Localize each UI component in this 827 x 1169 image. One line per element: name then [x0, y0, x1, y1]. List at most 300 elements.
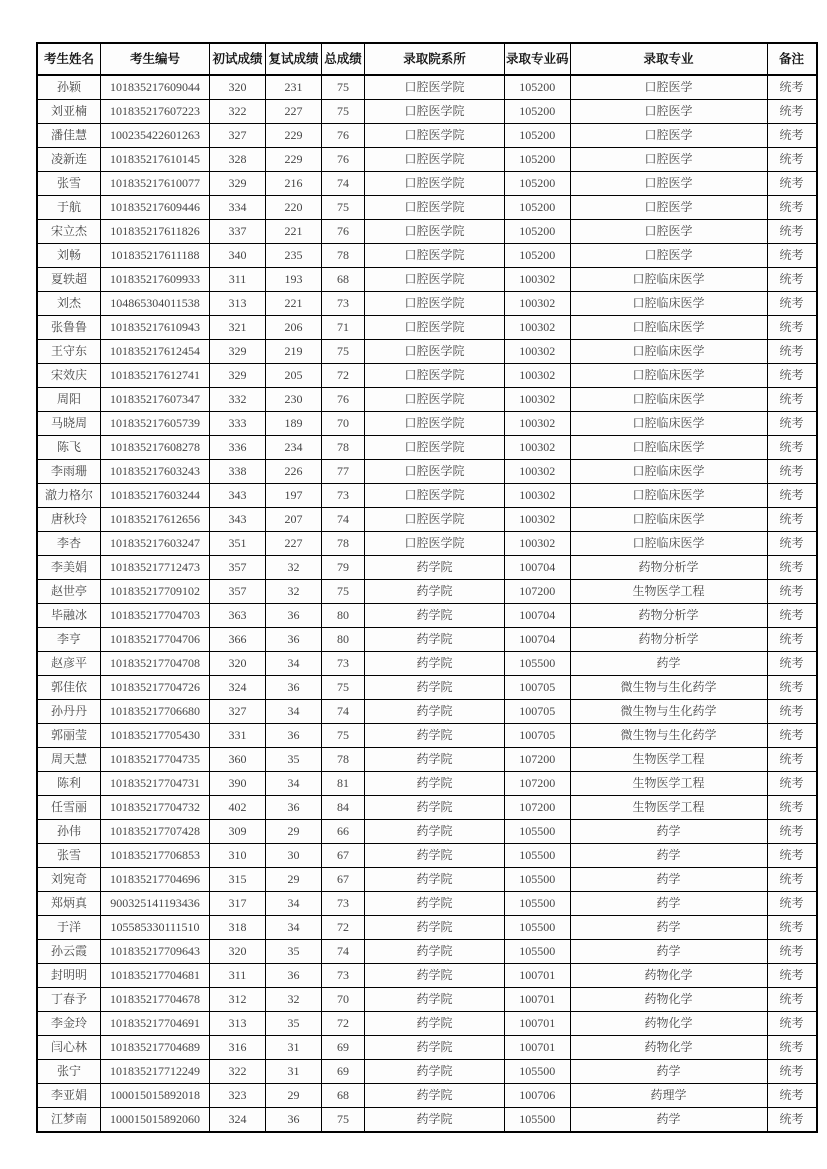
table-row	[37, 772, 817, 796]
cell-name: 陈利	[37, 772, 101, 796]
table-row	[37, 412, 817, 436]
cell-initial: 315	[210, 868, 266, 892]
cell-id: 104865304011538	[101, 292, 210, 316]
cell-id: 101835217709102	[101, 580, 210, 604]
cell-major: 药学	[570, 940, 767, 964]
cell-dept: 口腔医学院	[365, 436, 505, 460]
cell-major: 口腔临床医学	[570, 436, 767, 460]
cell-initial: 309	[210, 820, 266, 844]
cell-major_code: 105200	[505, 196, 571, 220]
cell-major_code: 105500	[505, 820, 571, 844]
cell-total: 75	[322, 340, 365, 364]
table-row	[37, 1060, 817, 1084]
cell-major: 口腔临床医学	[570, 460, 767, 484]
table-row	[37, 796, 817, 820]
table-row	[37, 940, 817, 964]
cell-total: 75	[322, 724, 365, 748]
cell-initial: 363	[210, 604, 266, 628]
cell-total: 76	[322, 124, 365, 148]
cell-major: 口腔临床医学	[570, 532, 767, 556]
cell-total: 73	[322, 964, 365, 988]
table-row	[37, 988, 817, 1012]
table-row	[37, 244, 817, 268]
table-row	[37, 1108, 817, 1133]
cell-retest: 34	[266, 652, 322, 676]
cell-retest: 32	[266, 580, 322, 604]
cell-major_code: 105500	[505, 844, 571, 868]
cell-major_code: 100704	[505, 628, 571, 652]
cell-dept: 口腔医学院	[365, 268, 505, 292]
table-row	[37, 892, 817, 916]
cell-dept: 药学院	[365, 604, 505, 628]
cell-major: 微生物与生化药学	[570, 700, 767, 724]
cell-major_code: 100302	[505, 532, 571, 556]
table-row	[37, 748, 817, 772]
cell-total: 73	[322, 652, 365, 676]
table-row	[37, 75, 817, 100]
cell-dept: 口腔医学院	[365, 124, 505, 148]
cell-major: 药学	[570, 892, 767, 916]
cell-name: 孙云霞	[37, 940, 101, 964]
cell-retest: 36	[266, 676, 322, 700]
cell-name: 周天慧	[37, 748, 101, 772]
cell-dept: 口腔医学院	[365, 532, 505, 556]
cell-dept: 药学院	[365, 556, 505, 580]
column-header-note: 备注	[767, 43, 817, 75]
column-header-initial: 初试成绩	[210, 43, 266, 75]
table-row	[37, 340, 817, 364]
cell-total: 75	[322, 1108, 365, 1133]
table-row	[37, 1036, 817, 1060]
cell-total: 68	[322, 1084, 365, 1108]
cell-id: 101835217608278	[101, 436, 210, 460]
cell-major: 口腔临床医学	[570, 388, 767, 412]
cell-initial: 320	[210, 652, 266, 676]
cell-major_code: 100701	[505, 1012, 571, 1036]
cell-retest: 34	[266, 916, 322, 940]
cell-total: 67	[322, 844, 365, 868]
cell-dept: 药学院	[365, 1060, 505, 1084]
cell-major: 口腔临床医学	[570, 268, 767, 292]
cell-total: 73	[322, 484, 365, 508]
cell-major: 生物医学工程	[570, 580, 767, 604]
cell-initial: 334	[210, 196, 266, 220]
cell-id: 101835217704696	[101, 868, 210, 892]
cell-initial: 337	[210, 220, 266, 244]
cell-retest: 30	[266, 844, 322, 868]
cell-initial: 343	[210, 508, 266, 532]
cell-dept: 药学院	[365, 1108, 505, 1133]
cell-major_code: 107200	[505, 772, 571, 796]
cell-note: 统考	[767, 1012, 817, 1036]
cell-note: 统考	[767, 268, 817, 292]
cell-dept: 药学院	[365, 988, 505, 1012]
cell-total: 76	[322, 388, 365, 412]
cell-retest: 34	[266, 700, 322, 724]
cell-name: 江梦南	[37, 1108, 101, 1133]
cell-major_code: 100704	[505, 556, 571, 580]
cell-retest: 229	[266, 124, 322, 148]
table-row	[37, 628, 817, 652]
cell-total: 75	[322, 196, 365, 220]
cell-name: 孙伟	[37, 820, 101, 844]
cell-total: 78	[322, 748, 365, 772]
cell-major_code: 105500	[505, 652, 571, 676]
cell-name: 李美娟	[37, 556, 101, 580]
cell-retest: 235	[266, 244, 322, 268]
cell-initial: 311	[210, 964, 266, 988]
cell-major_code: 100705	[505, 676, 571, 700]
cell-major_code: 100302	[505, 484, 571, 508]
cell-retest: 229	[266, 148, 322, 172]
cell-retest: 36	[266, 1108, 322, 1133]
cell-retest: 36	[266, 628, 322, 652]
cell-major: 口腔临床医学	[570, 484, 767, 508]
cell-note: 统考	[767, 916, 817, 940]
cell-name: 赵世亭	[37, 580, 101, 604]
cell-major: 药物分析学	[570, 556, 767, 580]
cell-retest: 231	[266, 75, 322, 100]
cell-initial: 357	[210, 580, 266, 604]
cell-id: 100015015892018	[101, 1084, 210, 1108]
cell-note: 统考	[767, 196, 817, 220]
cell-initial: 323	[210, 1084, 266, 1108]
cell-initial: 320	[210, 75, 266, 100]
cell-id: 101835217612741	[101, 364, 210, 388]
cell-note: 统考	[767, 364, 817, 388]
table-row	[37, 916, 817, 940]
table-row	[37, 100, 817, 124]
cell-major: 口腔医学	[570, 172, 767, 196]
cell-major: 微生物与生化药学	[570, 724, 767, 748]
cell-total: 74	[322, 172, 365, 196]
cell-name: 刘杰	[37, 292, 101, 316]
cell-retest: 34	[266, 772, 322, 796]
cell-major: 药学	[570, 916, 767, 940]
column-header-name: 考生姓名	[37, 43, 101, 75]
cell-major: 口腔医学	[570, 148, 767, 172]
cell-major_code: 100302	[505, 268, 571, 292]
cell-dept: 药学院	[365, 940, 505, 964]
cell-note: 统考	[767, 1108, 817, 1133]
cell-dept: 药学院	[365, 1012, 505, 1036]
cell-note: 统考	[767, 676, 817, 700]
cell-major: 药理学	[570, 1084, 767, 1108]
cell-name: 陈飞	[37, 436, 101, 460]
cell-name: 孙颖	[37, 75, 101, 100]
table-row	[37, 220, 817, 244]
cell-dept: 口腔医学院	[365, 100, 505, 124]
cell-major_code: 105500	[505, 916, 571, 940]
cell-id: 101835217603243	[101, 460, 210, 484]
cell-note: 统考	[767, 124, 817, 148]
cell-major_code: 105200	[505, 148, 571, 172]
cell-major_code: 100302	[505, 436, 571, 460]
cell-total: 70	[322, 412, 365, 436]
cell-initial: 366	[210, 628, 266, 652]
cell-id: 101835217707428	[101, 820, 210, 844]
cell-total: 74	[322, 700, 365, 724]
cell-retest: 36	[266, 724, 322, 748]
cell-dept: 药学院	[365, 724, 505, 748]
cell-total: 66	[322, 820, 365, 844]
cell-id: 101835217704735	[101, 748, 210, 772]
cell-major_code: 100701	[505, 988, 571, 1012]
cell-name: 王守东	[37, 340, 101, 364]
cell-initial: 329	[210, 172, 266, 196]
cell-initial: 360	[210, 748, 266, 772]
cell-dept: 药学院	[365, 676, 505, 700]
cell-id: 101835217610943	[101, 316, 210, 340]
cell-total: 84	[322, 796, 365, 820]
cell-initial: 328	[210, 148, 266, 172]
cell-total: 69	[322, 1036, 365, 1060]
cell-dept: 口腔医学院	[365, 412, 505, 436]
table-row	[37, 460, 817, 484]
cell-note: 统考	[767, 892, 817, 916]
cell-major_code: 100705	[505, 700, 571, 724]
cell-name: 刘畅	[37, 244, 101, 268]
cell-name: 封明明	[37, 964, 101, 988]
cell-major: 药学	[570, 1108, 767, 1133]
cell-note: 统考	[767, 604, 817, 628]
column-header-major_code: 录取专业码	[505, 43, 571, 75]
cell-id: 101835217704706	[101, 628, 210, 652]
cell-total: 72	[322, 916, 365, 940]
cell-retest: 31	[266, 1060, 322, 1084]
cell-note: 统考	[767, 412, 817, 436]
cell-id: 101835217704678	[101, 988, 210, 1012]
cell-id: 101835217705430	[101, 724, 210, 748]
cell-id: 101835217610077	[101, 172, 210, 196]
cell-name: 孙丹丹	[37, 700, 101, 724]
cell-major_code: 105200	[505, 244, 571, 268]
cell-total: 80	[322, 628, 365, 652]
cell-total: 75	[322, 100, 365, 124]
cell-name: 于洋	[37, 916, 101, 940]
table-row	[37, 580, 817, 604]
cell-retest: 35	[266, 748, 322, 772]
cell-dept: 口腔医学院	[365, 340, 505, 364]
table-row	[37, 364, 817, 388]
table-row	[37, 868, 817, 892]
cell-name: 张雪	[37, 172, 101, 196]
table-row	[37, 604, 817, 628]
cell-id: 101835217709643	[101, 940, 210, 964]
cell-major: 生物医学工程	[570, 748, 767, 772]
column-header-dept: 录取院系所	[365, 43, 505, 75]
table-row	[37, 964, 817, 988]
cell-initial: 316	[210, 1036, 266, 1060]
cell-note: 统考	[767, 316, 817, 340]
cell-major_code: 100706	[505, 1084, 571, 1108]
cell-total: 70	[322, 988, 365, 1012]
cell-retest: 31	[266, 1036, 322, 1060]
cell-major: 口腔临床医学	[570, 508, 767, 532]
cell-dept: 药学院	[365, 1036, 505, 1060]
cell-major: 口腔医学	[570, 244, 767, 268]
cell-major_code: 105200	[505, 172, 571, 196]
cell-dept: 口腔医学院	[365, 244, 505, 268]
cell-note: 统考	[767, 724, 817, 748]
cell-major: 口腔临床医学	[570, 364, 767, 388]
cell-total: 73	[322, 292, 365, 316]
cell-dept: 口腔医学院	[365, 292, 505, 316]
cell-major: 口腔临床医学	[570, 340, 767, 364]
cell-major_code: 100705	[505, 724, 571, 748]
table-row	[37, 556, 817, 580]
cell-total: 71	[322, 316, 365, 340]
cell-id: 101835217609933	[101, 268, 210, 292]
cell-initial: 336	[210, 436, 266, 460]
cell-dept: 口腔医学院	[365, 484, 505, 508]
cell-initial: 313	[210, 292, 266, 316]
column-header-major: 录取专业	[570, 43, 767, 75]
cell-dept: 药学院	[365, 748, 505, 772]
cell-major: 药物分析学	[570, 604, 767, 628]
cell-major: 药学	[570, 1060, 767, 1084]
cell-initial: 311	[210, 268, 266, 292]
cell-id: 101835217704703	[101, 604, 210, 628]
cell-name: 张雪	[37, 844, 101, 868]
cell-name: 闫心林	[37, 1036, 101, 1060]
cell-dept: 药学院	[365, 892, 505, 916]
cell-retest: 197	[266, 484, 322, 508]
cell-note: 统考	[767, 652, 817, 676]
cell-id: 101835217610145	[101, 148, 210, 172]
table-row	[37, 436, 817, 460]
cell-total: 67	[322, 868, 365, 892]
admission-table	[36, 42, 818, 1133]
cell-name: 张宁	[37, 1060, 101, 1084]
header-row	[37, 43, 817, 75]
cell-major: 药物化学	[570, 1012, 767, 1036]
cell-total: 79	[322, 556, 365, 580]
cell-id: 100015015892060	[101, 1108, 210, 1133]
cell-total: 81	[322, 772, 365, 796]
cell-name: 郑炳真	[37, 892, 101, 916]
cell-dept: 口腔医学院	[365, 364, 505, 388]
cell-id: 101835217704691	[101, 1012, 210, 1036]
cell-dept: 口腔医学院	[365, 220, 505, 244]
cell-retest: 234	[266, 436, 322, 460]
cell-retest: 221	[266, 220, 322, 244]
cell-note: 统考	[767, 772, 817, 796]
cell-id: 101835217609446	[101, 196, 210, 220]
cell-dept: 药学院	[365, 628, 505, 652]
cell-name: 澈力格尔	[37, 484, 101, 508]
cell-retest: 29	[266, 820, 322, 844]
cell-name: 马晓周	[37, 412, 101, 436]
cell-name: 郭丽莹	[37, 724, 101, 748]
table-row	[37, 172, 817, 196]
cell-major: 口腔医学	[570, 124, 767, 148]
cell-initial: 317	[210, 892, 266, 916]
table-row	[37, 724, 817, 748]
cell-id: 101835217712249	[101, 1060, 210, 1084]
cell-major: 生物医学工程	[570, 796, 767, 820]
cell-name: 丁春予	[37, 988, 101, 1012]
table-row	[37, 508, 817, 532]
cell-note: 统考	[767, 700, 817, 724]
cell-id: 900325141193436	[101, 892, 210, 916]
cell-retest: 221	[266, 292, 322, 316]
cell-major_code: 100302	[505, 292, 571, 316]
cell-dept: 口腔医学院	[365, 460, 505, 484]
cell-name: 赵彦平	[37, 652, 101, 676]
cell-retest: 219	[266, 340, 322, 364]
cell-major: 口腔医学	[570, 75, 767, 100]
cell-id: 101835217704681	[101, 964, 210, 988]
cell-name: 李杏	[37, 532, 101, 556]
cell-note: 统考	[767, 628, 817, 652]
cell-note: 统考	[767, 556, 817, 580]
cell-total: 72	[322, 1012, 365, 1036]
table-row	[37, 124, 817, 148]
cell-dept: 药学院	[365, 772, 505, 796]
cell-total: 69	[322, 1060, 365, 1084]
cell-dept: 药学院	[365, 844, 505, 868]
cell-total: 74	[322, 940, 365, 964]
cell-total: 77	[322, 460, 365, 484]
cell-id: 101835217607347	[101, 388, 210, 412]
cell-note: 统考	[767, 988, 817, 1012]
cell-major_code: 105200	[505, 100, 571, 124]
cell-major: 口腔临床医学	[570, 292, 767, 316]
cell-name: 凌新连	[37, 148, 101, 172]
cell-dept: 药学院	[365, 916, 505, 940]
cell-note: 统考	[767, 1036, 817, 1060]
cell-total: 68	[322, 268, 365, 292]
cell-name: 夏轶超	[37, 268, 101, 292]
cell-dept: 口腔医学院	[365, 172, 505, 196]
cell-major: 药物分析学	[570, 628, 767, 652]
cell-retest: 32	[266, 556, 322, 580]
cell-name: 郭佳依	[37, 676, 101, 700]
cell-retest: 34	[266, 892, 322, 916]
cell-id: 101835217611826	[101, 220, 210, 244]
cell-note: 统考	[767, 580, 817, 604]
cell-total: 76	[322, 220, 365, 244]
cell-retest: 220	[266, 196, 322, 220]
cell-total: 75	[322, 676, 365, 700]
cell-major: 微生物与生化药学	[570, 676, 767, 700]
cell-id: 101835217704708	[101, 652, 210, 676]
cell-major_code: 105200	[505, 124, 571, 148]
cell-retest: 206	[266, 316, 322, 340]
cell-initial: 322	[210, 100, 266, 124]
cell-major: 口腔医学	[570, 196, 767, 220]
cell-major: 生物医学工程	[570, 772, 767, 796]
cell-dept: 药学院	[365, 652, 505, 676]
cell-major: 药学	[570, 844, 767, 868]
cell-retest: 227	[266, 100, 322, 124]
cell-retest: 227	[266, 532, 322, 556]
cell-note: 统考	[767, 100, 817, 124]
cell-initial: 329	[210, 340, 266, 364]
cell-name: 张鲁鲁	[37, 316, 101, 340]
cell-major_code: 105500	[505, 868, 571, 892]
cell-initial: 322	[210, 1060, 266, 1084]
cell-name: 唐秋玲	[37, 508, 101, 532]
cell-dept: 口腔医学院	[365, 508, 505, 532]
table-row	[37, 484, 817, 508]
cell-retest: 29	[266, 868, 322, 892]
cell-retest: 35	[266, 940, 322, 964]
cell-retest: 226	[266, 460, 322, 484]
cell-major_code: 100701	[505, 964, 571, 988]
cell-major_code: 105500	[505, 1108, 571, 1133]
